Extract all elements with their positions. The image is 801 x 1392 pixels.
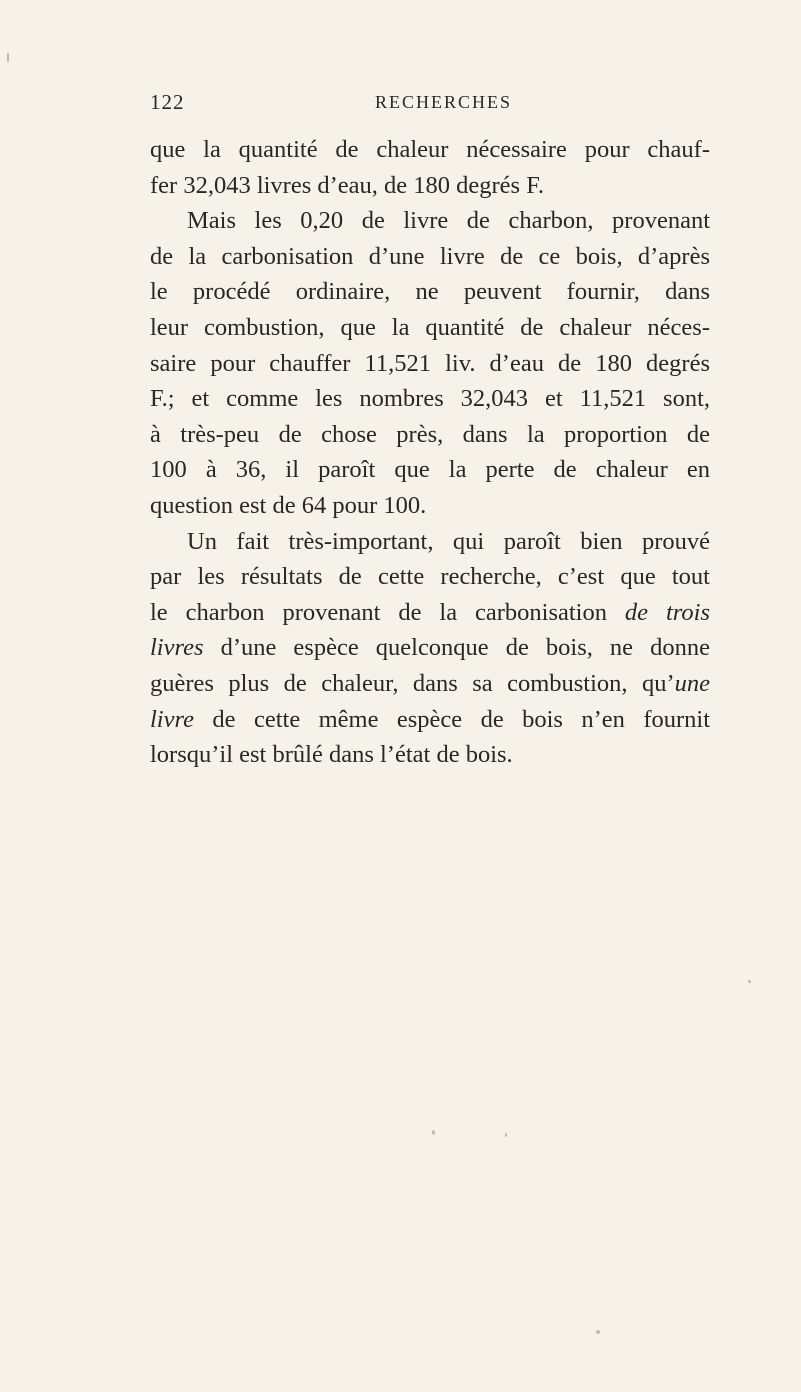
text-line <box>150 239 710 275</box>
paragraph-2 <box>150 203 710 523</box>
text-line <box>150 346 710 382</box>
italic-run: de trois <box>624 598 710 626</box>
text-run: à très-peu de chose près, dans la proportion de <box>150 420 710 448</box>
text-run: de la carbonisation d’une livre de ce bois, d’après <box>150 242 710 270</box>
text-line <box>150 274 710 310</box>
text-line <box>150 630 710 666</box>
text-line <box>150 559 710 595</box>
paper-speck <box>7 53 9 62</box>
text-run: F.; et comme les nombres 32,043 et 11,521 sont, <box>150 385 710 413</box>
text-line <box>150 595 710 631</box>
paper-speck <box>432 1130 435 1135</box>
text-run: Un fait très-important, qui paroît bien prouvé <box>187 527 710 555</box>
text-line <box>150 666 710 702</box>
page-number: 122 <box>150 90 185 114</box>
italic-run: une <box>674 669 710 697</box>
text-line <box>150 452 710 488</box>
text-run: de cette même espèce de bois n’en fournit <box>194 705 710 733</box>
paper-speck <box>748 980 751 983</box>
text-run: Mais les 0,20 de livre de charbon, provenant <box>187 207 710 235</box>
text-line <box>150 524 710 560</box>
text-run: que la quantité de chaleur nécessaire pour chauf- <box>150 136 710 163</box>
text-run: guères plus de chaleur, dans sa combustion, qu’ <box>150 669 675 697</box>
text-run: question est de 64 pour 100. <box>150 491 427 519</box>
running-head <box>150 90 710 120</box>
paragraph-1 <box>150 132 710 203</box>
text-line <box>150 488 710 524</box>
text-run: saire pour chauffer 11,521 liv. d’eau de 180 degrés <box>150 349 710 377</box>
paper-speck <box>505 1133 507 1137</box>
text-line <box>150 310 710 346</box>
text-run: le charbon provenant de la carbonisation <box>150 598 625 626</box>
text-line <box>150 417 710 453</box>
text-line <box>150 381 710 417</box>
text-run: par les résultats de cette recherche, c’est que tout <box>150 563 710 591</box>
text-run: 100 à 36, il paroît que la perte de chaleur en <box>150 456 710 484</box>
text-line <box>150 702 710 738</box>
text-line <box>150 737 710 773</box>
italic-run: livre <box>150 705 194 733</box>
text-run: lorsqu’il est brûlé dans l’état de bois. <box>150 741 513 769</box>
text-run: leur combustion, que la quantité de chaleur néces- <box>150 313 710 341</box>
text-run: le procédé ordinaire, ne peuvent fournir, dans <box>150 278 710 306</box>
body-text <box>150 132 710 773</box>
text-line <box>150 203 710 239</box>
italic-run: livres <box>150 634 204 662</box>
text-line <box>150 168 710 204</box>
paragraph-3 <box>150 524 710 773</box>
text-run: fer 32,043 livres d’eau, de 180 degrés F. <box>150 171 545 199</box>
paper-speck <box>596 1330 600 1334</box>
running-title: RECHERCHES <box>375 92 513 112</box>
text-run: d’une espèce quelconque de bois, ne donne <box>203 634 710 662</box>
text-line <box>150 132 710 168</box>
